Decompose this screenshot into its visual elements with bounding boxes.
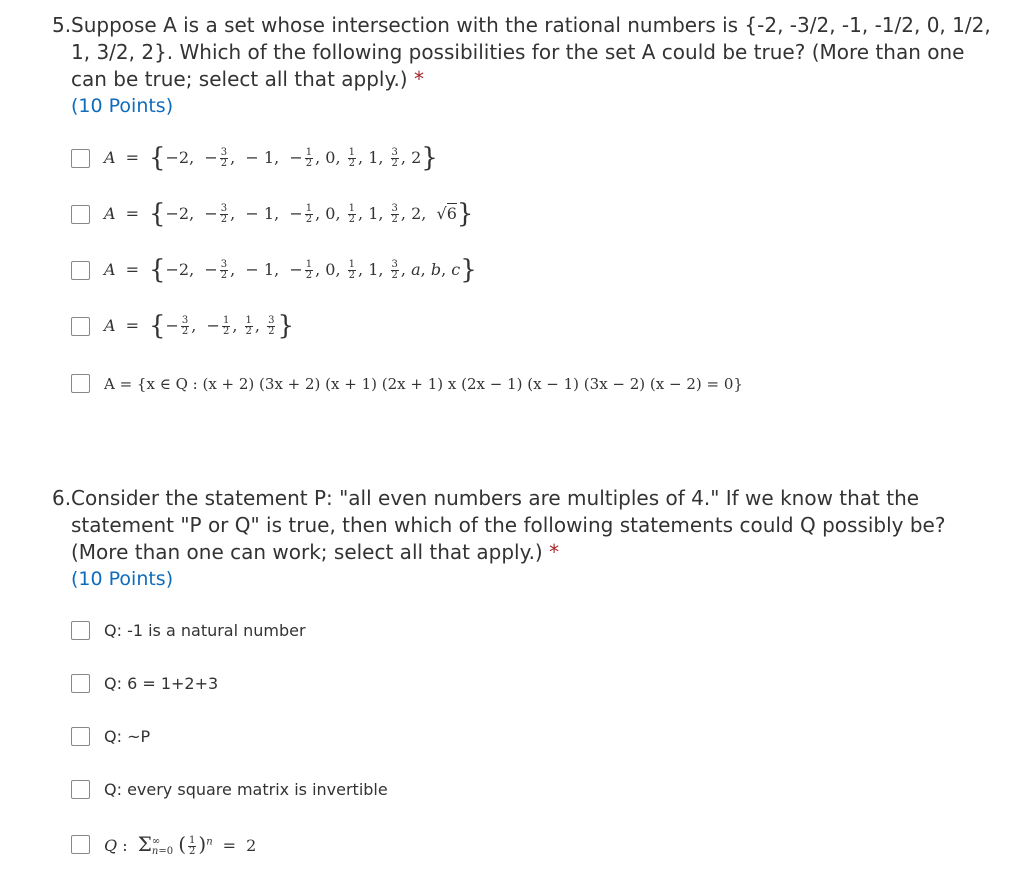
option-6-4[interactable] (71, 780, 388, 799)
option-6-2[interactable] (71, 674, 218, 693)
checkbox[interactable] (71, 317, 90, 336)
option-formula: A = {−2, − $\frac{3}{2}$ , − 1, − $\frac{1}{2}$ , 0, $\frac{1}{2}$ , 1, $\frac{3}{2}$ , 2} (104, 143, 438, 173)
required-asterisk: * (413, 67, 424, 91)
option-formula: A = {−2, − $\frac{3}{2}$ , − 1, − $\frac{1}{2}$ , 0, $\frac{1}{2}$ , 1, $\frac{3}{2}$ , a, b, c} (104, 255, 477, 285)
option-5-1[interactable] (71, 143, 438, 173)
option-label: Q: every square matrix is invertible (104, 780, 388, 799)
checkbox[interactable] (71, 727, 90, 746)
option-formula: Q : Σ ∞ n=0 ( $\frac{1}{2}$ )$^n$ = 2 (104, 832, 257, 857)
option-6-1[interactable] (71, 621, 306, 640)
checkbox[interactable] (71, 780, 90, 799)
option-label: Q: 6 = 1+2+3 (104, 674, 219, 693)
checkbox[interactable] (71, 205, 90, 224)
option-5-2[interactable] (71, 199, 474, 229)
checkbox[interactable] (71, 621, 90, 640)
question-number: 6. (52, 486, 72, 510)
required-asterisk: * (549, 540, 560, 564)
question-number: 5. (52, 13, 72, 37)
question-text: Consider the statement P: "all even numbers are multiples of 4." If we know that the statement "P or Q" is true, then which of the following statements could Q possibly be? (More than one can work; select all that apply.) (71, 486, 946, 564)
question-5 (52, 12, 1002, 120)
option-formula: A = {x ∈ Q : (x + 2) (3x + 2) (x + 1) (2x + 1) x (2x − 1) (x − 1) (3x − 2) (x − 2) = 0} (104, 374, 743, 393)
question-text-wrap (71, 12, 1002, 93)
option-formula: A = {− $\frac{3}{2}$ , − $\frac{1}{2}$ , $\frac{1}{2}$ , $\frac{3}{2}$ } (104, 311, 294, 341)
checkbox[interactable] (71, 149, 90, 168)
checkbox[interactable] (71, 835, 90, 854)
question-text-wrap (71, 485, 1002, 566)
question-6 (52, 485, 1002, 593)
question-points: (10 Points) (71, 95, 174, 117)
option-5-5[interactable] (71, 374, 743, 393)
option-label: Q: ~P (104, 727, 151, 746)
checkbox[interactable] (71, 374, 90, 393)
option-6-3[interactable] (71, 727, 150, 746)
checkbox[interactable] (71, 261, 90, 280)
checkbox[interactable] (71, 674, 90, 693)
option-formula: A = {−2, − $\frac{3}{2}$ , − 1, − $\frac{1}{2}$ , 0, $\frac{1}{2}$ , 1, $\frac{3}{2}$ , 2, √6} (104, 199, 474, 229)
question-points: (10 Points) (71, 568, 174, 590)
option-5-3[interactable] (71, 255, 477, 285)
option-5-4[interactable] (71, 311, 294, 341)
option-6-5[interactable] (71, 832, 256, 857)
option-label: Q: -1 is a natural number (104, 621, 306, 640)
question-text: Suppose A is a set whose intersection with the rational numbers is {-2, -3/2, -1, -1/2, 0, 1/2, 1, 3/2, 2}. Which of the following possibilities for the set A could be true? (More than one can be true; select all that apply.) (71, 13, 991, 91)
